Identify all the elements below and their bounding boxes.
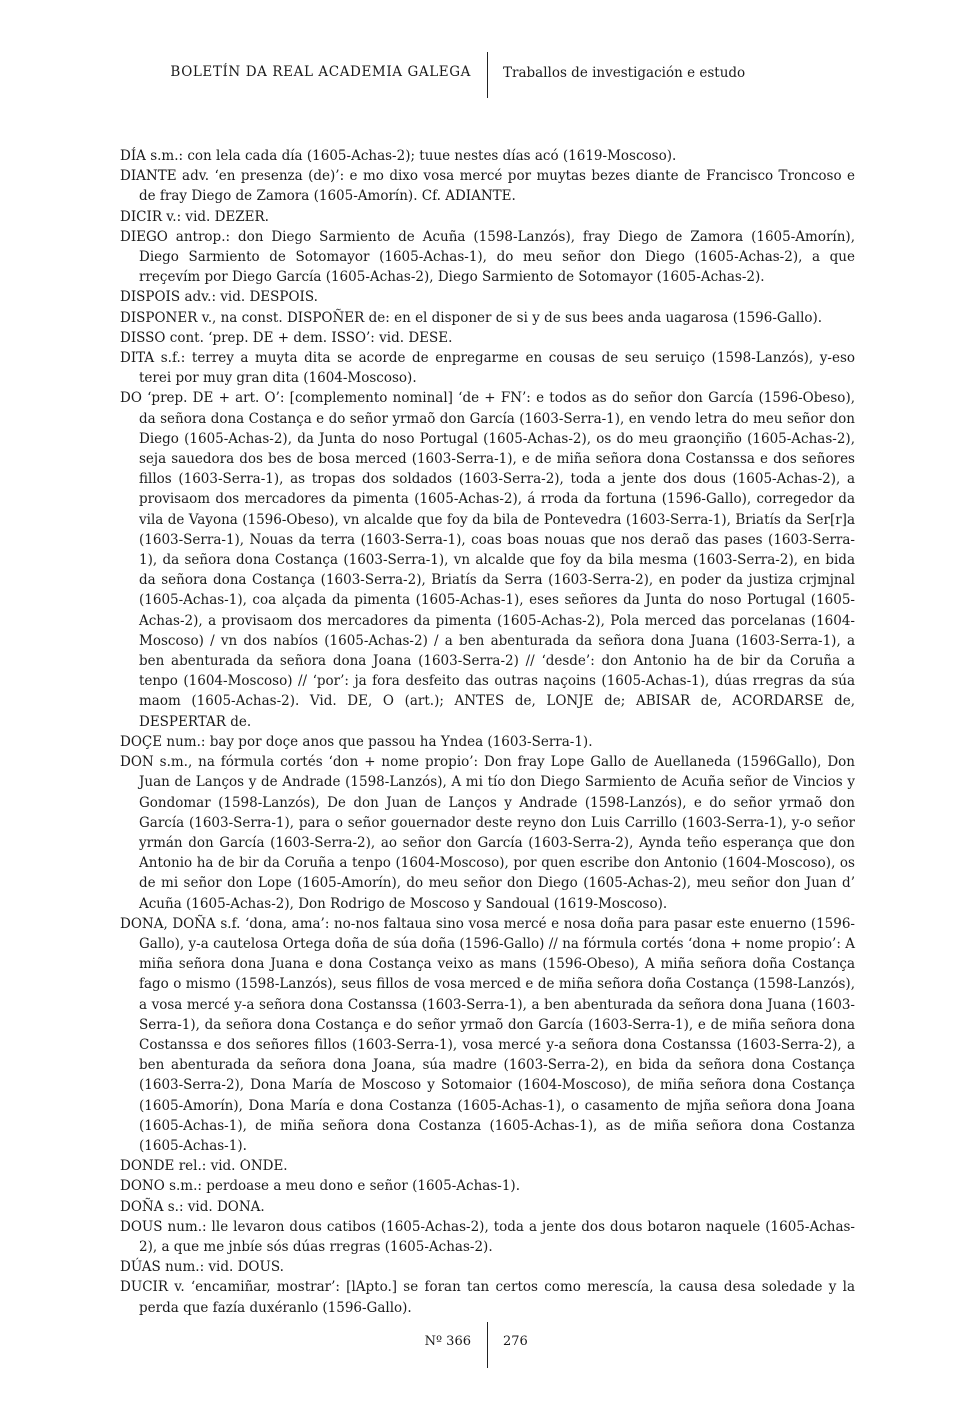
- dictionary-entry: [120, 287, 855, 307]
- entry-headword: DISPONER: [120, 309, 198, 326]
- dictionary-entry: [120, 1176, 855, 1196]
- entry-definition: v., na const. DISPOÑER de: en el disponer de si y de sus bees anda uagarosa (1596-Gallo).: [201, 309, 823, 326]
- entry-headword: DIEGO: [120, 228, 168, 245]
- entry-headword: DISSO: [120, 329, 166, 346]
- entry-definition: antrop.: don Diego Sarmiento de Acuña (1598-Lanzós), fray Diego de Zamora (1605-Amorín), Diego Sarmiento de Sotomayor (1605-Achas-1), do meu señor don Diego (1605-Achas-2), a que rreçevím por Diego García (1605-Achas-2), Diego Sarmiento de Sotomayor (1605-Achas-2).: [139, 228, 855, 286]
- section-title: Traballos de investigación e estudo: [503, 65, 746, 81]
- entry-definition: adv. ‘en presenza (de)’: e mo dixo vosa mercé por muytas bezes diante de Francisco Troncoso e de fray Diego de Zamora (1605-Amorín). Cf. ADIANTE.: [139, 168, 855, 205]
- dictionary-entry: [120, 1197, 855, 1217]
- entry-headword: DOUS: [120, 1218, 163, 1235]
- entry-headword: DONO: [120, 1178, 165, 1195]
- entry-definition: s.f. ‘dona, ama’: no-nos faltaua sino vosa mercé e nosa doña para pasar este enuerno (1596-Gallo), y-a cautelosa Ortega doña de súa doña (1596-Gallo) // na fórmula cortés ‘dona + nome propio’: A miña señora dona Juana e dona Costança veixo as mans (1596-Obeso), A miña señora doña Costança fago o mismo (1598-Lanzós), seus fillos de vosa merced e de miña señora doña Costança (1598-Lanzós), a vosa mercé y-a señora dona Costanssa (1603-Serra-1), a ben abenturada da señora dona Juana (1603-Serra-1), da señora dona Costança e do señor yrmaõ don García (1603-Serra-1), e de miña señora dona Costanssa e dos señores fillos (1603-Serra-1), vosa mercé y-a señora dona Costanssa (1603-Serra-2), a ben abenturada da señora dona Joana, súa madre (1603-Serra-2), en bida da señora dona Costança (1603-Serra-2), Dona María de Moscoso y Sotomaior (1604-Moscoso), de miña señora dona Costança (1605-Amorín), Dona María e dona Costanza (1605-Achas-1), o casamento de mjña señora dona Joana (1605-Achas-1), de miña señora dona Costanza (1605-Achas-1), as de miña señora dona Costanza (1605-Achas-1).: [139, 915, 855, 1154]
- dictionary-entry: [120, 388, 855, 731]
- dictionary-entry: [120, 308, 855, 328]
- dictionary-entry: [120, 1156, 855, 1176]
- header-divider: [487, 52, 488, 98]
- entry-headword: DIANTE: [120, 168, 177, 185]
- entry-headword: DÍA: [120, 148, 146, 164]
- entry-definition: s.f.: terrey a muyta dita se acorde de enpregarme en cousas de seu seruiço (1598-Lanzós), y-eso terei por muy gran dita (1604-Moscoso).: [139, 350, 856, 387]
- entry-definition: s.: vid. DONA.: [167, 1198, 265, 1215]
- entry-headword: DICIR: [120, 208, 162, 225]
- dictionary-entry: [120, 348, 855, 388]
- dictionary-entry: [120, 1277, 855, 1317]
- footer-divider: [487, 1322, 488, 1368]
- dictionary-entry: [120, 207, 855, 227]
- dictionary-entry: [120, 1257, 855, 1277]
- entry-definition: v. ‘encamiñar, mostrar’: [lApto.] se foran tan certos como merescía, la causa desa soledade y la perda que fazía duxéranlo (1596-Gallo).: [139, 1279, 855, 1316]
- entry-definition: num.: lle levaron dous catibos (1605-Achas-2), toda a jente dos dous botaron naquele (1605-Achas-2), a que me jnbíe sós dúas rregras (1605-Achas-2).: [139, 1218, 855, 1255]
- entry-definition: cont. ‘prep. DE + dem. ISSO’: vid. DESE.: [169, 329, 453, 346]
- dictionary-entry: [120, 914, 855, 1156]
- entry-headword: DO: [120, 390, 142, 407]
- entry-headword: DÚAS: [120, 1259, 161, 1276]
- dictionary-entry: [120, 328, 855, 348]
- entry-headword: DOÑA: [120, 1198, 164, 1215]
- dictionary-entry: [120, 227, 855, 288]
- entry-definition: ‘prep. DE + art. O’: [complemento nominal] ‘de + FN’: e todos as do señor don García (1596-Obeso), da señora dona Costança e do señor yrmaõ don García (1603-Serra-1), en vendo letra do meu señor don Diego (1605-Achas-2), da Junta do noso Portugal (1605-Achas-2), os do meu graonçiño (1605-Achas-2), seja sauedora dos bes de bosa merced (1603-Serra-1), e de miña señora dona Costanssa e dos señores fillos (1603-Serra-1), as tropas dos soldados (1603-Serra-2), toda a jente dos dous (1605-Achas-2), a provisaom dos mercadores da pimenta (1605-Achas-2), á rroda da fortuna (1596-Gallo), corregedor da vila de Vayona (1596-Obeso), vn alcalde que foy da bila de Pontevedra (1603-Serra-1), Briatís da Ser[r]a (1603-Serra-1), Nouas da terra (1603-Serra-1), coas boas nouas que nos deraõ das pases (1603-Serra-1), da señora dona Costança (1603-Serra-1), vn alcalde que foy da bila mesma (1603-Serra-2), en bida da señora dona Costança (1603-Serra-2), Briatís da Serra (1603-Serra-2), en poder da justiza crjmjnal (1605-Achas-1), coa alçada da pimenta (1605-Achas-1), eses señores da Junta do noso Portugal (1605-Achas-2), a provisaom dos mercadores da pimenta (1605-Achas-2), Pola merced das porcelanas (1604-Moscoso) / vn dos nabíos (1605-Achas-2) / a ben abenturada da señora dona Juana (1603-Serra-1), a ben abenturada da señora dona Joana (1603-Serra-2) // ‘desde’: don Antonio ha de bir da Coruña a tenpo (1604-Moscoso) // ‘por’: ja fora desfeito das outras naçoins (1605-Achas-1), dúas rregras da súa maom (1605-Achas-2). Vid. DE, O (art.); ANTES de, LONJE de; ABISAR de, ACORDARSE de, DESPERTAR de.: [139, 390, 855, 730]
- dictionary-body: [120, 146, 855, 1318]
- dictionary-entry: [120, 166, 855, 206]
- issue-number: Nº 366: [424, 1334, 471, 1349]
- entry-headword: DITA: [120, 350, 155, 367]
- page-number: 276: [503, 1334, 528, 1349]
- entry-definition: rel.: vid. ONDE.: [178, 1158, 288, 1175]
- entry-headword: DOÇE: [120, 733, 163, 750]
- entry-headword: DON: [120, 754, 154, 771]
- entry-headword: DUCIR: [120, 1279, 169, 1296]
- entry-headword: DONDE: [120, 1158, 175, 1175]
- journal-title: BOLETÍN DA REAL ACADEMIA GALEGA: [170, 64, 471, 80]
- entry-headword: DONA, DOÑA: [120, 915, 216, 932]
- dictionary-entry: [120, 1217, 855, 1257]
- entry-definition: adv.: vid. DESPOIS.: [184, 289, 318, 306]
- dictionary-entry: [120, 732, 855, 752]
- entry-headword: DISPOIS: [120, 289, 181, 306]
- dictionary-entry: [120, 146, 855, 166]
- dictionary-entry: [120, 752, 855, 914]
- entry-definition: num.: bay por doçe anos que passou ha Yndea (1603-Serra-1).: [166, 733, 593, 750]
- entry-definition: num.: vid. DOUS.: [165, 1259, 284, 1276]
- entry-definition: v.: vid. DEZER.: [166, 208, 269, 225]
- entry-definition: s.m.: con lela cada día (1605-Achas-2); tuue nestes días acó (1619-Moscoso).: [150, 148, 677, 164]
- entry-definition: s.m., na fórmula cortés ‘don + nome propio’: Don fray Lope Gallo de Auellaneda (1596Gallo), Don Juan de Lanços y de Andrade (1598-Lanzós), A mi tío don Diego Sarmiento de Acuña señor de Vincios y Gondomar (1598-Lanzós), De don Juan de Lanços y Andrade (1598-Lanzós), e do señor yrmaõ don García (1603-Serra-1), para o señor gouernador deste reyno don Luis Carrillo (1603-Serra-1), y-o señor yrmán don García (1603-Serra-2), ao señor don García (1603-Serra-2), Aynda teño esperança que don Antonio ha de bir da Coruña a tenpo (1604-Moscoso), por quen escribe don Antonio (1604-Moscoso), os de mi señor don Lope (1605-Amorín), do meu señor don Diego (1605-Achas-2), meu señor don Juan d’ Acuña (1605-Achas-2), Don Rodrigo de Moscoso y Sandoual (1619-Moscoso).: [139, 754, 856, 912]
- entry-definition: s.m.: perdoase a meu dono e señor (1605-Achas-1).: [169, 1178, 520, 1195]
